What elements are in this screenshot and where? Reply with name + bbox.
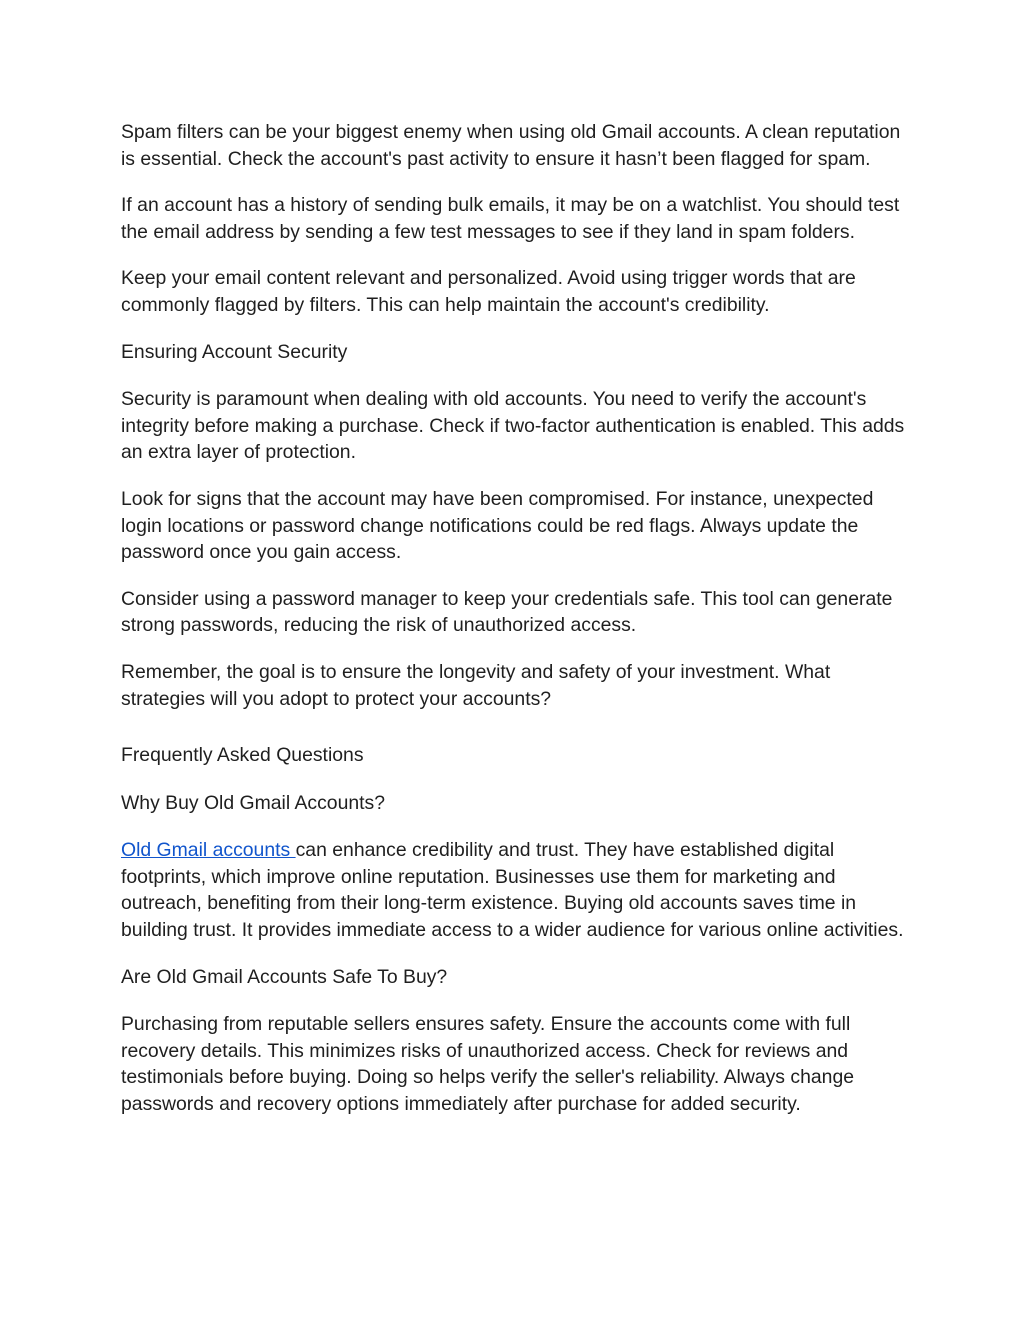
old-gmail-accounts-link[interactable]: Old Gmail accounts — [121, 839, 296, 862]
document-body — [121, 119, 911, 1138]
faq-question-safe-to-buy: Are Old Gmail Accounts Safe To Buy? — [121, 965, 448, 988]
faq-answer-why-buy-text: can enhance credibility and trust. They have established digital footprints, which improve online reputation. Businesses use them for marketing and outreach, benefiting from their long-term existence. Buying old accounts saves time in building trust. It provides immediate access to a wider audience for various online activities. — [121, 839, 904, 942]
section-heading-security: Ensuring Account Security — [121, 340, 348, 363]
paragraph-password-manager: Consider using a password manager to keep your credentials safe. This tool can generate strong passwords, reducing the risk of unauthorized access. — [121, 587, 893, 637]
paragraph-spam-filters: Spam filters can be your biggest enemy when using old Gmail accounts. A clean reputation is essential. Check the account's past activity to ensure it hasn’t been flagged for spam. — [121, 121, 901, 170]
paragraph-security-paramount: Security is paramount when dealing with old accounts. You need to verify the account's integrity before making a purchase. Check if two-factor authentication is enabled. This adds an extra layer of protection. — [121, 388, 905, 464]
faq-question-why-buy: Why Buy Old Gmail Accounts? — [121, 791, 386, 814]
section-heading-faq: Frequently Asked Questions — [121, 744, 364, 767]
faq-answer-why-buy — [121, 837, 911, 943]
paragraph-longevity: Remember, the goal is to ensure the longevity and safety of your investment. What strategies will you adopt to protect your accounts? — [121, 660, 831, 710]
paragraph-bulk-emails: If an account has a history of sending bulk emails, it may be on a watchlist. You should test the email address by sending a few test messages to see if they land in spam folders. — [121, 194, 900, 243]
paragraph-email-content: Keep your email content relevant and personalized. Avoid using trigger words that are commonly flagged by filters. This can help maintain the account's credibility. — [121, 267, 856, 316]
paragraph-compromised-signs: Look for signs that the account may have been compromised. For instance, unexpected login locations or password change notifications could be red flags. Always update the password once you gain access. — [121, 487, 874, 564]
faq-answer-safe-to-buy: Purchasing from reputable sellers ensures safety. Ensure the accounts come with full recovery details. This minimizes risks of unauthorized access. Check for reviews and testimonials before buying. Doing so helps verify the seller's reliability. Always change passwords and recovery options immediately after purchase for added security. — [121, 1013, 855, 1116]
